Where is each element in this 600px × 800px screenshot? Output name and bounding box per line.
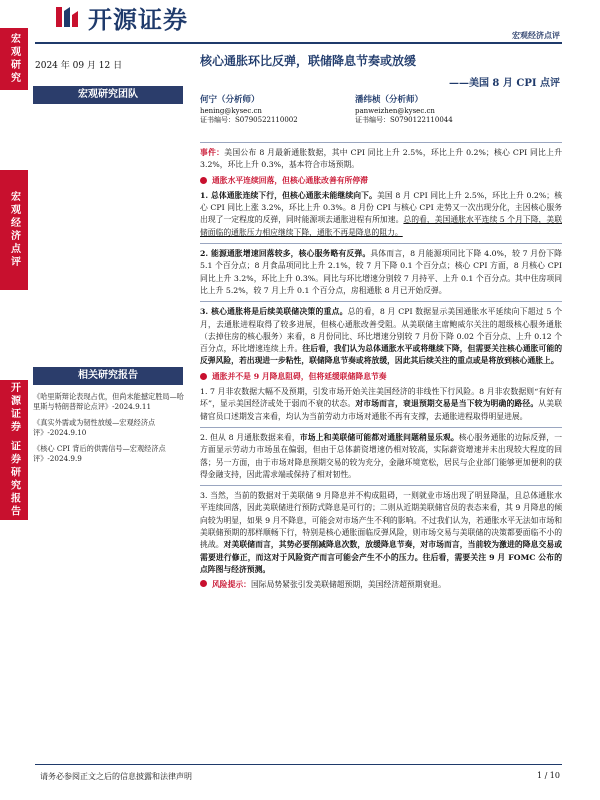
event-label: 事件： <box>200 148 225 157</box>
analyst-card <box>200 96 298 125</box>
related-reports-list <box>33 392 188 470</box>
analyst-name: 潘纬桢（分析师） <box>355 95 424 105</box>
analyst-email[interactable]: panweizhen@kysec.cn <box>355 107 435 115</box>
analyst-name: 何宁（分析师） <box>200 95 260 105</box>
body-divider <box>200 142 562 143</box>
report-type-tag: 宏观经济点评 <box>512 30 560 40</box>
bullet-icon <box>200 373 207 380</box>
body-divider <box>200 485 562 486</box>
team-label: 宏观研究团队 <box>33 86 183 104</box>
risk-paragraph: 风险提示：国际局势紧张引发美联储超预期，美国经济超预期衰退。 <box>200 579 562 591</box>
footer-divider <box>35 764 562 765</box>
body-divider <box>200 427 562 428</box>
report-title: 核心通胀环比反弹，联储降息节奏或放缓 <box>200 54 417 68</box>
bullet-icon <box>200 177 207 184</box>
paragraph-3: 3. 核心通胀将是后续美联储决策的重点。总的看，8 月 CPI 数据显示美国通胀水平延续向下超过 5 个月，去通胀进程取得了较多进展，但核心通胀改善受阻。从美联储主席鲍威尔关注的超级核心服务通胀（去掉住房的核心服务）来看，8 月份同比、环比增速分别较 7 月份下降 0.02 个百分点、上升 0.12 个百分点，环比增速连续上升。往后看，我们认为总体通胀水平或将继续下降，但需要关注核心通胀可能的反弹风险，若出现进一步粘性，联储降息节奏或将放缓，因此其后续关注的重点或是将放到核心通胀上。 <box>200 307 562 366</box>
page-number: 1 / 10 <box>536 771 560 780</box>
paragraph-4: 1. 7 月非农数据大幅不及预期，引发市场开始关注美国经济的非线性下行风险。8 月非农数据则“有好有坏”，显示美国经济或处于弱而不衰的状态。对市场而言，衰退预期交易是当下较为明确的路径。从美联储官员口述期发言来看，均认为当前劳动力市场对通胀不再有支撑，去通胀进程取得明显进展。 <box>200 387 563 421</box>
body-divider <box>200 301 562 302</box>
paragraph-2: 2. 能源通胀增速回落较多，核心服务略有反弹。具体而言，8 月能源项同比下降 4.0%，较 7 月份下降 5.1 个百分点；8 月食品项同比上升 2.1%，较 7 月下降 0.1 个百分点；核心 CPI 方面，8 月核心 CPI 同比上升 3.2%，环比上升 0.3%。同比与环比增速分别较 7 月持平、上升 0.1 个百分点。其中住房项同比上升 5.2%，较 7 月上升 0.1 个百分点，房租通胀 8 月已开始反弹。 <box>200 249 562 295</box>
analyst-email[interactable]: hening@kysec.cn <box>200 107 262 115</box>
report-subtitle: ——美国 8 月 CPI 点评 <box>448 78 560 89</box>
analyst-card <box>355 96 453 125</box>
bullet-icon <box>200 580 207 587</box>
analyst-cert: 证书编号：S0790522110002 <box>200 116 298 124</box>
event-paragraph: 事件：美国公布 8 月最新通胀数据，其中 CPI 同比上升 2.5%，环比上升 0.2%；核心 CPI 同比上升 3.2%，环比上升 0.3%，基本符合市场预期。 <box>200 148 562 170</box>
analyst-cert: 证书编号：S0790122110044 <box>355 116 453 124</box>
side-band-report-type: 宏观经济点评 <box>0 170 28 290</box>
paragraph-1: 1. 总体通胀连续下行，但核心通胀未能继续向下。美国 8 月 CPI 同比上升 2.5%，环比上升 0.2%；核心 CPI 同比上涨 3.2%，环比上升 0.3%。8 月份 CPI 与核心 CPI 走势又一次出现分化，主因核心服务出现了一定程度的反弹，同时能源项去通胀进程有所加速。总的看，美国通胀水平连续 5 个月下降，美联储面临的通胀压力相应继续下降，通胀不再是降息的阻力。 <box>200 190 562 237</box>
logo-text: 开源证券 <box>88 5 188 34</box>
side-band-research: 宏观研究 <box>0 28 28 90</box>
related-reports-title: 相关研究报告 <box>33 367 183 385</box>
report-date: 2024 年 09 月 12 日 <box>35 61 123 71</box>
brand-logo <box>52 2 188 32</box>
header-divider <box>35 42 562 44</box>
logo-mark-icon <box>52 3 82 31</box>
related-report-link[interactable]: 《哈里斯辩论表现占优，但尚未能撼定胜局—哈里斯与特朗普辩论点评》-2024.9.11 <box>33 392 184 411</box>
related-report-link[interactable]: 《核心 CPI 背后的供需信号—宏观经济点评》-2024.9.9 <box>33 444 166 463</box>
paragraph-5: 2. 但从 8 月通胀数据来看，市场上和美联储可能都对通胀问题稍显乐观。核心服务通胀的边际反弹，一方面显示劳动力市场虽在偏弱，但由于总体薪资增速仍相对较高，实际薪资增速并未出现较大程度的回落；另一方面，由于市场对降息预期交易的较为充分，金融环境宽松，居民与企业部门能够更加便利的获得金融支持，因此需求端或保持了相对韧性。 <box>200 432 562 479</box>
side-band-company: 开源证券 证券研究报告 <box>0 380 28 520</box>
report-body <box>200 138 562 595</box>
body-divider <box>200 243 562 244</box>
footer-disclaimer: 请务必参阅正文之后的信息披露和法律声明 <box>40 772 192 781</box>
paragraph-6: 3. 当然，当前的数据对于美联储 9 月降息并不构成阻碍，一则就业市场出现了明显降温，且总体通胀水平连续回落，因此美联储进行预防式降息是可行的；二则从近期美联储官员的表态来看，其 9 月降息的倾向较为明显，如果 9 月不降息，可能会对市场产生不利的影响。不过我们认为，若通胀水平无法如市场和美联储预期的那样顺畅下行，特别是核心通胀面临反弹风险，则市场交易与美联储的决策都要面临不小的挑战。对美联储而言，其势必要削减降息次数，放缓降息节奏，对市场而言，当前较为激进的降息交易或需要进行修正，而这对于风险资产而言可能会产生不小的压力。往后看，需要关注 9 月 FOMC 公布的点阵图与经济预测。 <box>200 491 563 574</box>
section-heading-2: 通胀并不是 9 月降息阻碍，但将延缓联储降息节奏 <box>200 371 562 383</box>
section-heading-1: 通胀水平连续回落，但核心通胀改善有所停滞 <box>200 175 562 187</box>
related-report-link[interactable]: 《真实外需或为韧性放缓—宏观经济点评》-2024.9.10 <box>33 418 156 437</box>
